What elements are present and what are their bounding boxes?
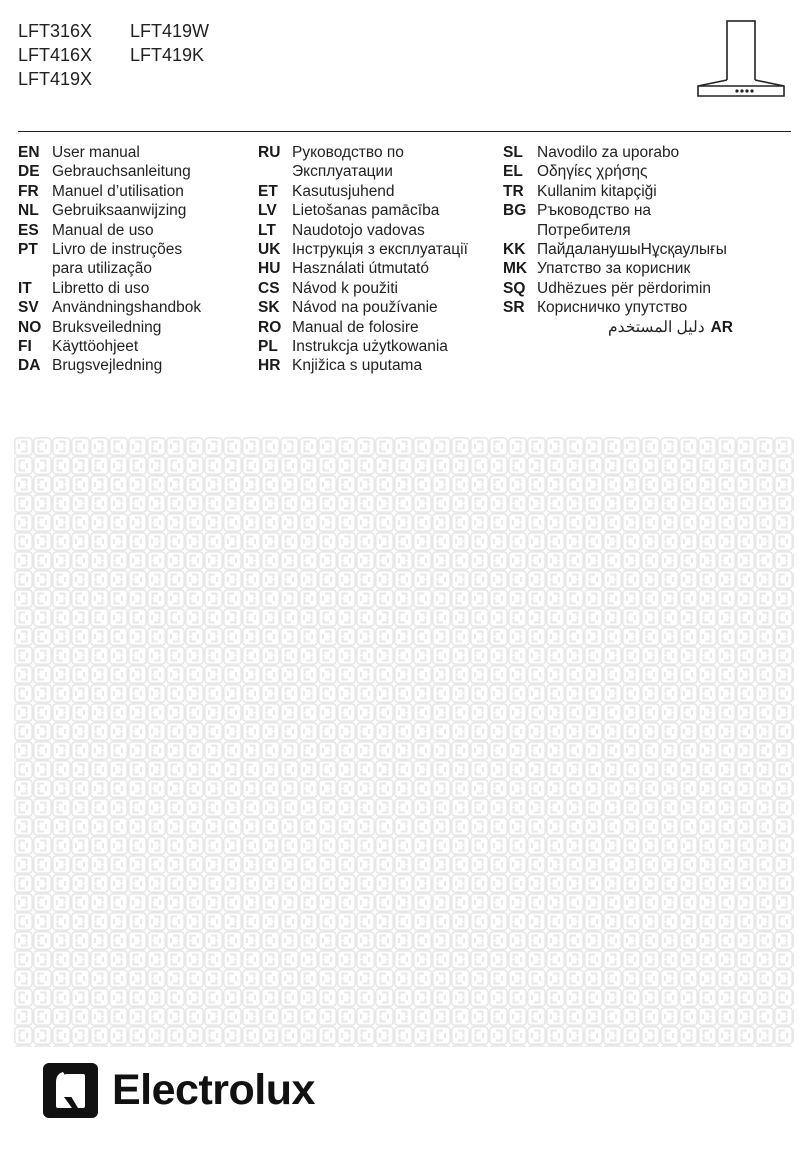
language-entry <box>18 221 201 240</box>
language-title: دليل المستخدم <box>608 318 705 336</box>
language-entry <box>503 182 733 201</box>
language-code: MK <box>503 260 528 278</box>
language-code: LV <box>258 202 277 220</box>
language-code: EL <box>503 163 523 181</box>
model-number: LFT419X <box>18 69 93 89</box>
language-title: Návod k použiti <box>292 279 398 297</box>
divider-line <box>18 131 791 132</box>
language-title: Gebruiksaanwijzing <box>52 202 187 220</box>
language-title: Brugsvejledning <box>52 357 163 375</box>
language-code: PL <box>258 338 278 356</box>
language-column-3 <box>503 143 733 337</box>
language-title: Navodilo za uporabo <box>537 144 680 161</box>
language-entry <box>18 318 201 337</box>
language-entry <box>258 337 468 356</box>
language-title: Bruksveiledning <box>52 318 162 336</box>
language-code: SL <box>503 144 523 161</box>
language-entry <box>258 221 468 240</box>
language-code: FI <box>18 338 32 356</box>
language-entry <box>258 298 468 317</box>
language-entry <box>18 356 201 375</box>
language-title: Οδηγίες χρήσης <box>537 163 648 181</box>
language-entry <box>503 279 733 298</box>
language-entry <box>258 182 468 201</box>
language-entry <box>18 337 201 356</box>
model-list <box>18 20 260 91</box>
language-code: RU <box>258 144 281 161</box>
language-entry <box>258 279 468 298</box>
language-code: ET <box>258 182 278 200</box>
language-entry <box>258 240 468 259</box>
logo-pattern-background <box>14 437 794 1047</box>
language-title: Knjižica s uputama <box>292 357 423 375</box>
language-entry <box>503 162 733 181</box>
model-number: LFT416X <box>18 45 93 65</box>
language-code: IT <box>18 279 32 297</box>
language-code: RO <box>258 318 282 336</box>
language-title: Manual de folosire <box>292 318 419 336</box>
language-title: Användningshandbok <box>52 299 202 317</box>
language-code: FR <box>18 182 39 200</box>
model-number: LFT419W <box>130 21 210 41</box>
language-entry <box>258 162 468 181</box>
language-title: Libretto di uso <box>52 279 150 297</box>
language-code <box>503 221 537 240</box>
language-code: AR <box>710 318 733 336</box>
language-entry <box>503 259 733 278</box>
language-entry <box>18 182 201 201</box>
language-code: UK <box>258 241 281 259</box>
language-code: LT <box>258 221 276 239</box>
language-title: ПайдаланушыНұсқаулығы <box>537 241 727 259</box>
model-number: LFT316X <box>18 21 93 41</box>
language-entry <box>503 201 733 220</box>
language-entry-arabic <box>503 318 733 337</box>
electrolux-logo-icon <box>42 1062 99 1119</box>
language-code <box>258 162 292 181</box>
language-code: DE <box>18 163 40 181</box>
language-code <box>18 259 52 278</box>
language-title: Livro de instruções <box>52 241 183 259</box>
language-title: User manual <box>52 144 140 161</box>
language-title: Instrukcja użytkowania <box>292 338 448 356</box>
language-entry <box>503 143 733 162</box>
language-code: EN <box>18 144 40 161</box>
language-code: SK <box>258 299 280 317</box>
language-title: para utilização <box>52 260 152 278</box>
language-title: Упатство за корисник <box>537 260 691 278</box>
language-column-2 <box>258 143 468 376</box>
language-entry <box>18 279 201 298</box>
language-code: KK <box>503 241 526 259</box>
language-title: Kasutusjuhend <box>292 182 395 200</box>
language-title: Gebrauchsanleitung <box>52 163 191 181</box>
brand-name: Electrolux <box>112 1066 315 1114</box>
language-entry <box>18 143 201 162</box>
cooker-hood-icon <box>693 20 789 98</box>
language-entry <box>18 240 201 259</box>
model-number: LFT419K <box>130 45 205 65</box>
language-code: ES <box>18 221 39 239</box>
language-title: Інструкція з експлуатації <box>292 241 468 259</box>
language-code: HU <box>258 260 281 278</box>
language-code: TR <box>503 182 524 200</box>
language-title: Руководство по <box>292 144 404 161</box>
language-code: HR <box>258 357 281 375</box>
language-code: NL <box>18 202 39 220</box>
language-title: Ръководство на <box>537 202 652 220</box>
language-title: Udhëzues për përdorimin <box>537 279 712 297</box>
language-title: Kullanim kitapçiği <box>537 182 657 200</box>
language-title: Lietošanas pamācība <box>292 202 440 220</box>
language-title: Návod na používanie <box>292 299 438 317</box>
language-entry <box>258 259 468 278</box>
language-entry <box>18 201 201 220</box>
language-title: Корисничко упутство <box>537 299 688 317</box>
language-entry <box>258 201 468 220</box>
language-title: Käyttöohjeet <box>52 338 139 356</box>
language-code: DA <box>18 357 41 375</box>
language-code: SQ <box>503 279 526 297</box>
language-entry <box>503 298 733 317</box>
language-title: Használati útmutató <box>292 260 429 278</box>
language-code: NO <box>18 318 42 336</box>
language-entry <box>258 318 468 337</box>
language-title: Потребителя <box>537 221 631 239</box>
language-title: Эксплуатации <box>292 163 393 181</box>
language-title: Manuel d’utilisation <box>52 182 184 200</box>
language-title: Manual de uso <box>52 221 154 239</box>
language-entry <box>258 356 468 375</box>
language-entry <box>18 162 201 181</box>
language-code: SR <box>503 299 525 317</box>
language-entry <box>258 143 468 162</box>
language-code: PT <box>18 241 38 259</box>
brand <box>42 1062 315 1119</box>
language-entry <box>503 240 733 259</box>
language-title: Naudotojo vadovas <box>292 221 425 239</box>
language-entry <box>18 259 201 278</box>
language-code: SV <box>18 299 39 317</box>
language-entry <box>503 221 733 240</box>
language-entry <box>18 298 201 317</box>
language-column-1 <box>18 143 201 376</box>
language-code: BG <box>503 202 527 220</box>
language-code: CS <box>258 279 280 297</box>
